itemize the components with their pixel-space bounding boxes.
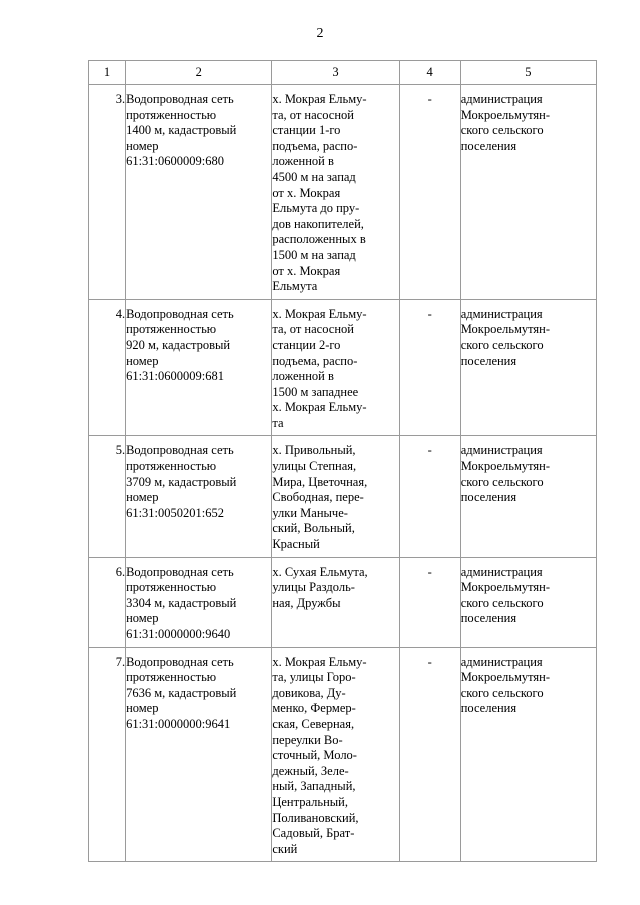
location-line: Мира, Цветочная,: [272, 474, 368, 489]
location-line: Свободная, пере-: [272, 490, 364, 505]
object-name-line: номер: [126, 138, 159, 153]
object-name-line: протяженностью: [126, 670, 217, 685]
owner-line: поселения: [460, 611, 517, 626]
object-name-line: протяженностью: [126, 322, 217, 337]
header-col-3: 3: [272, 61, 399, 85]
location-line: ный, Западный,: [272, 779, 356, 794]
location-line: дежный, Зеле-: [272, 763, 349, 778]
col4-cell: -: [399, 85, 460, 300]
object-name-line: номер: [126, 353, 159, 368]
object-name-line: 3304 м, кадастровый: [126, 595, 237, 610]
header-col-4: 4: [399, 61, 460, 85]
location-line: та: [272, 415, 284, 430]
location-line: та, улицы Горо-: [272, 670, 356, 685]
owner-line: администрация: [460, 654, 543, 669]
owner-line: поселения: [460, 701, 517, 716]
object-name-cell: [126, 436, 272, 557]
location-line: х. Мокрая Ельму-: [272, 654, 367, 669]
header-col-2: 2: [126, 61, 272, 85]
object-name-line: протяженностью: [126, 107, 217, 122]
owner-line: администрация: [460, 564, 543, 579]
object-name-line: Водопроводная сеть: [126, 443, 234, 458]
location-line: х. Мокрая Ельму-: [272, 92, 367, 106]
location-line: сточный, Моло-: [272, 748, 357, 763]
table-row: [89, 647, 597, 862]
object-name-cell: [126, 85, 272, 300]
location-line: ский: [272, 841, 298, 856]
owner-line: поселения: [460, 353, 517, 368]
col4-cell: -: [399, 436, 460, 557]
location-line: расположенных в: [272, 232, 366, 247]
location-line: станции 1-го: [272, 123, 341, 138]
location-cell: [272, 557, 399, 647]
object-name-line: Водопроводная сеть: [126, 92, 234, 106]
object-name-line: протяженностью: [126, 580, 217, 595]
object-name-line: 61:31:0000000:9640: [126, 627, 231, 641]
location-line: ская, Северная,: [272, 716, 355, 731]
location-line: 4500 м на запад: [272, 169, 356, 184]
object-name-line: 920 м, кадастровый: [126, 337, 231, 352]
location-line: переулки Во-: [272, 732, 343, 747]
location-line: подъема, распо-: [272, 138, 358, 153]
table-row: [89, 299, 597, 436]
object-name-cell: [126, 557, 272, 647]
location-line: та, от насосной: [272, 322, 354, 337]
location-line: дов накопителей,: [272, 216, 364, 231]
owner-cell: [460, 299, 596, 436]
owner-line: Мокроельмутян-: [460, 459, 551, 474]
owner-cell: [460, 436, 596, 557]
location-cell: [272, 436, 399, 557]
location-cell: [272, 299, 399, 436]
location-line: ложенной в: [272, 369, 334, 384]
owner-cell: [460, 557, 596, 647]
row-number: 7.: [89, 647, 126, 862]
location-line: станции 2-го: [272, 337, 341, 352]
location-line: ная, Дружбы: [272, 595, 341, 610]
owner-line: ского сельского: [460, 337, 544, 352]
location-line: улицы Раздоль-: [272, 580, 355, 595]
owner-line: администрация: [460, 92, 543, 106]
location-cell: [272, 647, 399, 862]
owner-line: поселения: [460, 138, 517, 153]
location-line: х. Привольный,: [272, 443, 356, 458]
object-name-line: 1400 м, кадастровый: [126, 123, 237, 138]
location-line: Садовый, Брат-: [272, 826, 355, 841]
object-name-line: Водопроводная сеть: [126, 654, 234, 669]
row-number: 3.: [89, 85, 126, 300]
object-name-cell: [126, 299, 272, 436]
location-line: х. Мокрая Ельму-: [272, 306, 367, 321]
location-line: 1500 м на запад: [272, 247, 356, 262]
object-name-line: Водопроводная сеть: [126, 564, 234, 579]
location-line: менко, Фермер-: [272, 701, 356, 716]
table-row: [89, 436, 597, 557]
location-line: Центральный,: [272, 794, 348, 809]
location-cell: [272, 85, 399, 300]
owner-line: администрация: [460, 443, 543, 458]
owner-line: ского сельского: [460, 123, 544, 138]
object-name-line: 61:31:0000000:9641: [126, 716, 231, 731]
table-header-row: [89, 61, 597, 85]
object-name-line: номер: [126, 701, 159, 716]
location-line: Ельмута до пру-: [272, 201, 360, 216]
location-line: от х. Мокрая: [272, 185, 341, 200]
object-name-line: 61:31:0600009:680: [126, 154, 224, 169]
owner-cell: [460, 85, 596, 300]
location-line: довикова, Ду-: [272, 685, 346, 700]
table-row: [89, 557, 597, 647]
object-name-cell: [126, 647, 272, 862]
table-row: [89, 85, 597, 300]
location-line: улки Маныче-: [272, 505, 348, 520]
location-line: Ельмута: [272, 279, 318, 294]
location-line: 1500 м западнее: [272, 384, 359, 399]
location-line: ский, Вольный,: [272, 521, 355, 536]
row-number: 4.: [89, 299, 126, 436]
owner-line: Мокроельмутян-: [460, 322, 551, 337]
location-line: х. Сухая Ельмута,: [272, 564, 368, 579]
object-name-line: 61:31:0600009:681: [126, 369, 224, 384]
owner-line: администрация: [460, 306, 543, 321]
col4-cell: -: [399, 647, 460, 862]
owner-line: поселения: [460, 490, 517, 505]
owner-line: ского сельского: [460, 474, 544, 489]
location-line: от х. Мокрая: [272, 263, 341, 278]
col4-cell: -: [399, 557, 460, 647]
object-name-line: номер: [126, 490, 159, 505]
property-table: [88, 60, 597, 862]
object-name-line: 3709 м, кадастровый: [126, 474, 237, 489]
owner-line: Мокроельмутян-: [460, 670, 551, 685]
owner-line: Мокроельмутян-: [460, 580, 551, 595]
location-line: Красный: [272, 537, 320, 552]
owner-line: ского сельского: [460, 595, 544, 610]
location-line: ложенной в: [272, 154, 334, 169]
object-name-line: протяженностью: [126, 459, 217, 474]
row-number: 6.: [89, 557, 126, 647]
object-name-line: номер: [126, 611, 159, 626]
page-number: 2: [316, 26, 324, 41]
location-line: подъема, распо-: [272, 353, 358, 368]
header-col-5: 5: [460, 61, 596, 85]
owner-line: ского сельского: [460, 685, 544, 700]
col4-cell: -: [399, 299, 460, 436]
header-col-1: 1: [89, 61, 126, 85]
object-name-line: 61:31:0050201:652: [126, 505, 224, 520]
owner-cell: [460, 647, 596, 862]
location-line: та, от насосной: [272, 107, 354, 122]
owner-line: Мокроельмутян-: [460, 107, 551, 122]
row-number: 5.: [89, 436, 126, 557]
object-name-line: 7636 м, кадастровый: [126, 685, 237, 700]
location-line: х. Мокрая Ельму-: [272, 400, 367, 415]
location-line: улицы Степная,: [272, 459, 357, 474]
object-name-line: Водопроводная сеть: [126, 306, 234, 321]
location-line: Поливановский,: [272, 810, 359, 825]
